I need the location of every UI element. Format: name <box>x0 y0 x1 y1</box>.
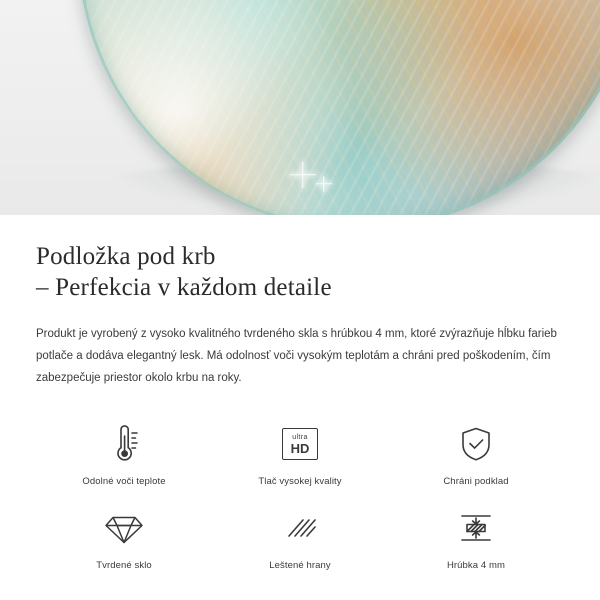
feature-item-print-quality <box>212 413 388 493</box>
feature-item-surface-protection <box>388 413 564 493</box>
description-paragraph: Produkt je vyrobený z vysoko kvalitného tvrdeného skla s hrúbkou 4 mm, ktoré zvýrazňuje hĺbku farieb potlače a dodáva elegantný lesk. Má odolnosť voči vysokým teplotám a chráni pred poškodením, čím zabezpečuje priestor okolo krbu na roky. <box>36 328 557 384</box>
content-area <box>0 241 600 577</box>
feature-label: Odolné voči teplote <box>82 476 166 487</box>
feature-label: Leštené hrany <box>269 560 331 571</box>
feature-item-polished-edges <box>212 497 388 577</box>
feature-label: Tvrdené sklo <box>96 560 152 571</box>
feature-item-tempered-glass <box>36 497 212 577</box>
page-title <box>36 241 564 303</box>
feature-label: Chráni podklad <box>443 476 509 487</box>
polished-edges-icon <box>278 505 322 551</box>
feature-item-temperature <box>36 413 212 493</box>
headline-line-1: Podložka pod krb <box>36 243 216 270</box>
feature-label: Hrúbka 4 mm <box>446 560 506 571</box>
ultra-hd-badge-bottom: HD <box>290 440 310 456</box>
headline-line-2: – Perfekcia v každom detaile <box>36 274 332 301</box>
ultra-hd-icon <box>282 421 318 467</box>
hero-image <box>0 0 600 215</box>
thickness-arrows-icon <box>454 505 498 551</box>
diamond-icon <box>102 505 146 551</box>
feature-grid <box>36 413 564 577</box>
feature-label: Tlač vysokej kvality <box>258 476 342 487</box>
feature-item-thickness <box>388 497 564 577</box>
shield-check-icon <box>456 421 496 467</box>
ultra-hd-badge-top: ultra <box>292 433 308 441</box>
thermometer-icon <box>104 421 144 467</box>
glass-disc-product <box>78 0 600 215</box>
